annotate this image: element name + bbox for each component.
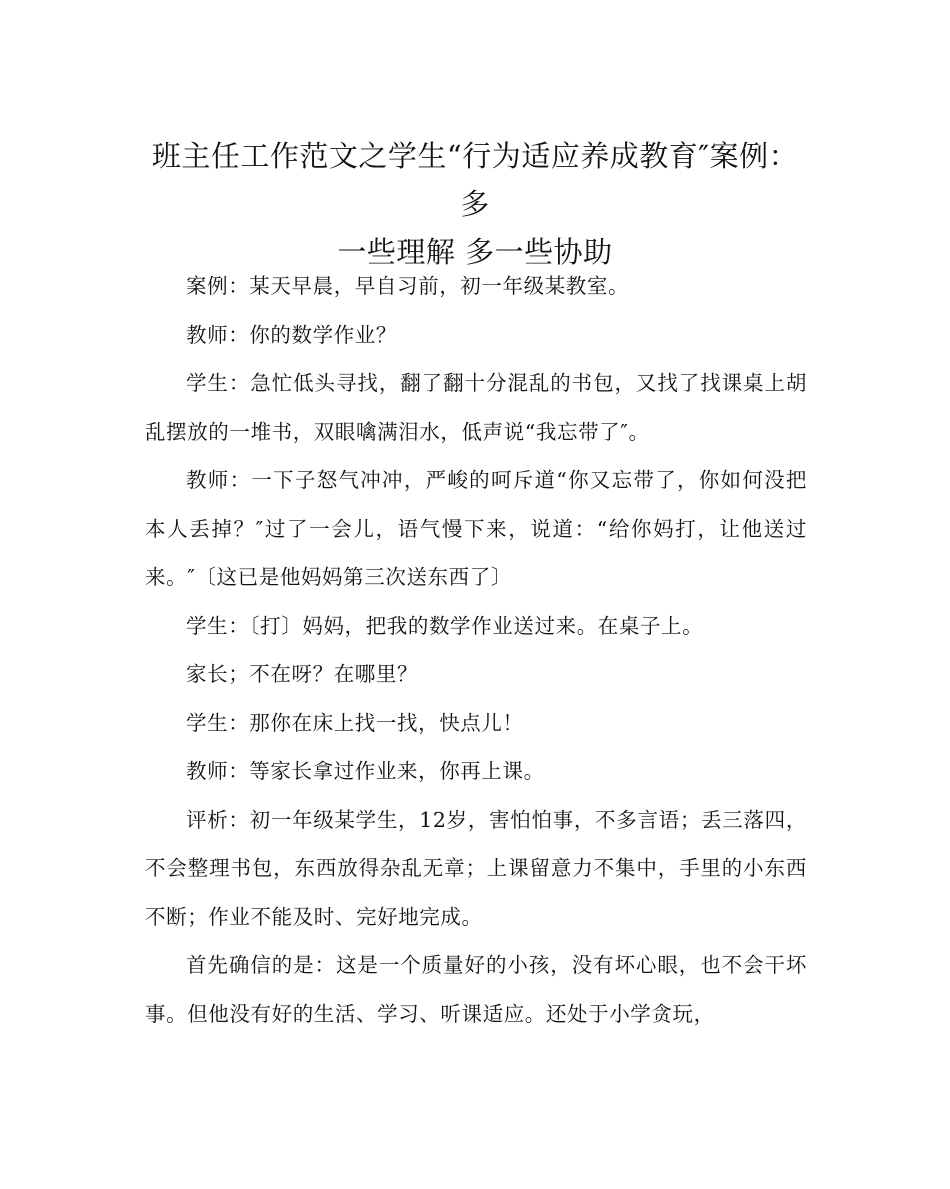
paragraph: 教师：你的数学作业？	[186, 322, 397, 347]
title-line-1: 班主任工作范文之学生“行为适应养成教育″案例：多	[151, 139, 799, 221]
document-body	[145, 262, 807, 1038]
paragraph: 学生：〔打〕妈妈，把我的数学作业送过来。在桌子上。	[186, 613, 704, 638]
paragraph: 评析：初一年级某学生，12岁，害怕怕事，不多言语；丢三落四，不会整理书包，东西放得杂乱无章；上课留意力不集中，手里的小东西不断；作业不能及时、完好地完成。	[145, 807, 807, 929]
page-title	[140, 132, 810, 276]
paragraph: 首先确信的是：这是一个质量好的小孩，没有坏心眼，也不会干坏事。但他没有好的生活、学习、听课适应。还处于小学贪玩，	[145, 953, 807, 1026]
paragraph: 学生：那你在床上找一找，快点儿！	[186, 710, 524, 735]
paragraph: 案例：某天早晨，早自习前，初一年级某教室。	[186, 274, 630, 298]
paragraph: 学生：急忙低头寻找，翻了翻十分混乱的书包，又找了找课桌上胡乱摆放的一堆书，双眼噙满泪水，低声说“我忘带了″。	[145, 371, 807, 444]
paragraph: 家长；不在呀？在哪里？	[186, 662, 419, 686]
title-line-2: 一些理解 多一些协助	[337, 235, 613, 269]
paragraph: 教师：一下子怒气冲冲，严峻的呵斥道“你又忘带了，你如何没把本人丢掉？″过了一会儿，语气慢下来，说道：“给你妈打，让他送过来。″〔这已是他妈妈第三次送东西了〕	[145, 468, 807, 589]
paragraph: 教师：等家长拿过作业来，你再上课。	[186, 759, 545, 783]
